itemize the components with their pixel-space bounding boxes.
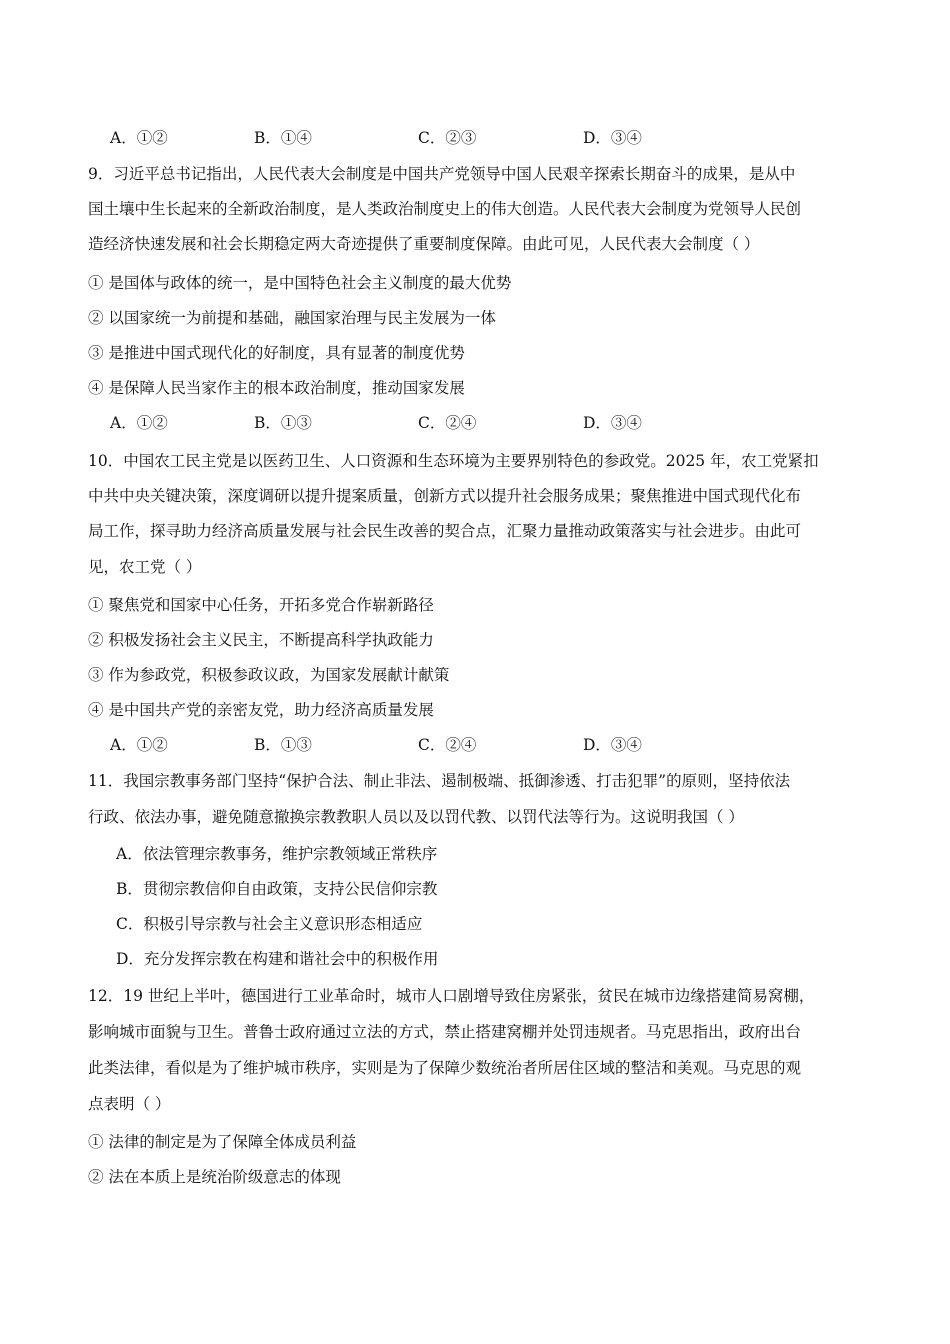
q9-statement-4: ④ 是保障人民当家作主的根本政治制度，推动国家发展 — [88, 379, 465, 397]
q9-options — [0, 412, 950, 434]
q12-stem-line-1: 12．19 世纪上半叶，德国进行工业革命时，城市人口剧增导致住房紧张，贫民在城市边缘搭建简易窝棚， — [88, 987, 815, 1005]
q9-option-a[interactable]: A．①② — [110, 414, 168, 432]
q11-option-c[interactable]: C．积极引导宗教与社会主义意识形态相适应 — [116, 915, 423, 933]
q10-stem-line-2: 中共中央关键决策，深度调研以提升提案质量，创新方式以提升社会服务成果；聚焦推进中国式现代化布 — [88, 487, 802, 505]
q9-option-c[interactable]: C．②④ — [418, 414, 477, 432]
q9-option-b[interactable]: B．①③ — [254, 414, 312, 432]
q11-option-b[interactable]: B．贯彻宗教信仰自由政策，支持公民信仰宗教 — [116, 880, 438, 898]
q10-option-a[interactable]: A．①② — [110, 736, 168, 754]
q12-stem-line-2: 影响城市面貌与卫生。普鲁士政府通过立法的方式，禁止搭建窝棚并处罚违规者。马克思指出，政府出台 — [88, 1023, 802, 1041]
q8-option-d[interactable]: D．③④ — [583, 129, 642, 147]
q10-option-b[interactable]: B．①③ — [254, 736, 312, 754]
q8-option-c[interactable]: C．②③ — [418, 129, 477, 147]
q9-statement-3: ③ 是推进中国式现代化的好制度，具有显著的制度优势 — [88, 344, 465, 362]
q11-option-a[interactable]: A．依法管理宗教事务，维护宗教领域正常秩序 — [116, 845, 438, 863]
q10-statement-3: ③ 作为参政党，积极参政议政，为国家发展献计献策 — [88, 666, 450, 684]
q10-options — [0, 734, 950, 756]
q10-statement-4: ④ 是中国共产党的亲密友党，助力经济高质量发展 — [88, 701, 434, 719]
q12-stem-line-4: 点表明（ ） — [88, 1095, 171, 1113]
q9-stem-line-3: 造经济快速发展和社会长期稳定两大奇迹提供了重要制度保障。由此可见，人民代表大会制度（ ） — [88, 235, 760, 253]
q10-statement-1: ① 聚焦党和国家中心任务，开拓多党合作崭新路径 — [88, 596, 434, 614]
q8-options — [0, 127, 950, 149]
q10-option-c[interactable]: C．②④ — [418, 736, 477, 754]
q11-stem-line-1: 11．我国宗教事务部门坚持“保护合法、制止非法、遏制极端、抵御渗透、打击犯罪”的原则，坚持依法 — [88, 772, 791, 790]
q10-option-d[interactable]: D．③④ — [583, 736, 642, 754]
q10-stem-line-4: 见，农工党（ ） — [88, 558, 202, 576]
q12-statement-1: ① 法律的制定是为了保障全体成员利益 — [88, 1133, 357, 1151]
q10-statement-2: ② 积极发扬社会主义民主，不断提高科学执政能力 — [88, 631, 434, 649]
q10-stem-line-3: 局工作，探寻助力经济高质量发展与社会民生改善的契合点，汇聚力量推动政策落实与社会进步。由此可 — [88, 522, 802, 540]
q10-stem-line-1: 10．中国农工民主党是以医药卫生、人口资源和生态环境为主要界别特色的参政党。2025 年，农工党紧扣 — [88, 452, 819, 470]
q8-option-b[interactable]: B．①④ — [254, 129, 312, 147]
q9-statement-1: ① 是国体与政体的统一，是中国特色社会主义制度的最大优势 — [88, 274, 512, 292]
q12-statement-2: ② 法在本质上是统治阶级意志的体现 — [88, 1168, 341, 1186]
q9-statement-2: ② 以国家统一为前提和基础，融国家治理与民主发展为一体 — [88, 309, 496, 327]
q9-stem-line-1: 9．习近平总书记指出，人民代表大会制度是中国共产党领导中国人民艰辛探索长期奋斗的成果，是从中 — [88, 165, 796, 183]
q11-option-d[interactable]: D．充分发挥宗教在构建和谐社会中的积极作用 — [116, 950, 439, 968]
q9-option-d[interactable]: D．③④ — [583, 414, 642, 432]
q8-option-a[interactable]: A．①② — [110, 129, 168, 147]
q11-stem-line-2: 行政、依法办事，避免随意撤换宗教教职人员以及以罚代教、以罚代法等行为。这说明我国（ ） — [88, 808, 744, 826]
q12-stem-line-3: 此类法律，看似是为了维护城市秩序，实则是为了保障少数统治者所居住区域的整洁和美观。马克思的观 — [88, 1059, 802, 1077]
q9-stem-line-2: 国土壤中生长起来的全新政治制度，是人类政治制度史上的伟大创造。人民代表大会制度为党领导人民创 — [88, 200, 802, 218]
